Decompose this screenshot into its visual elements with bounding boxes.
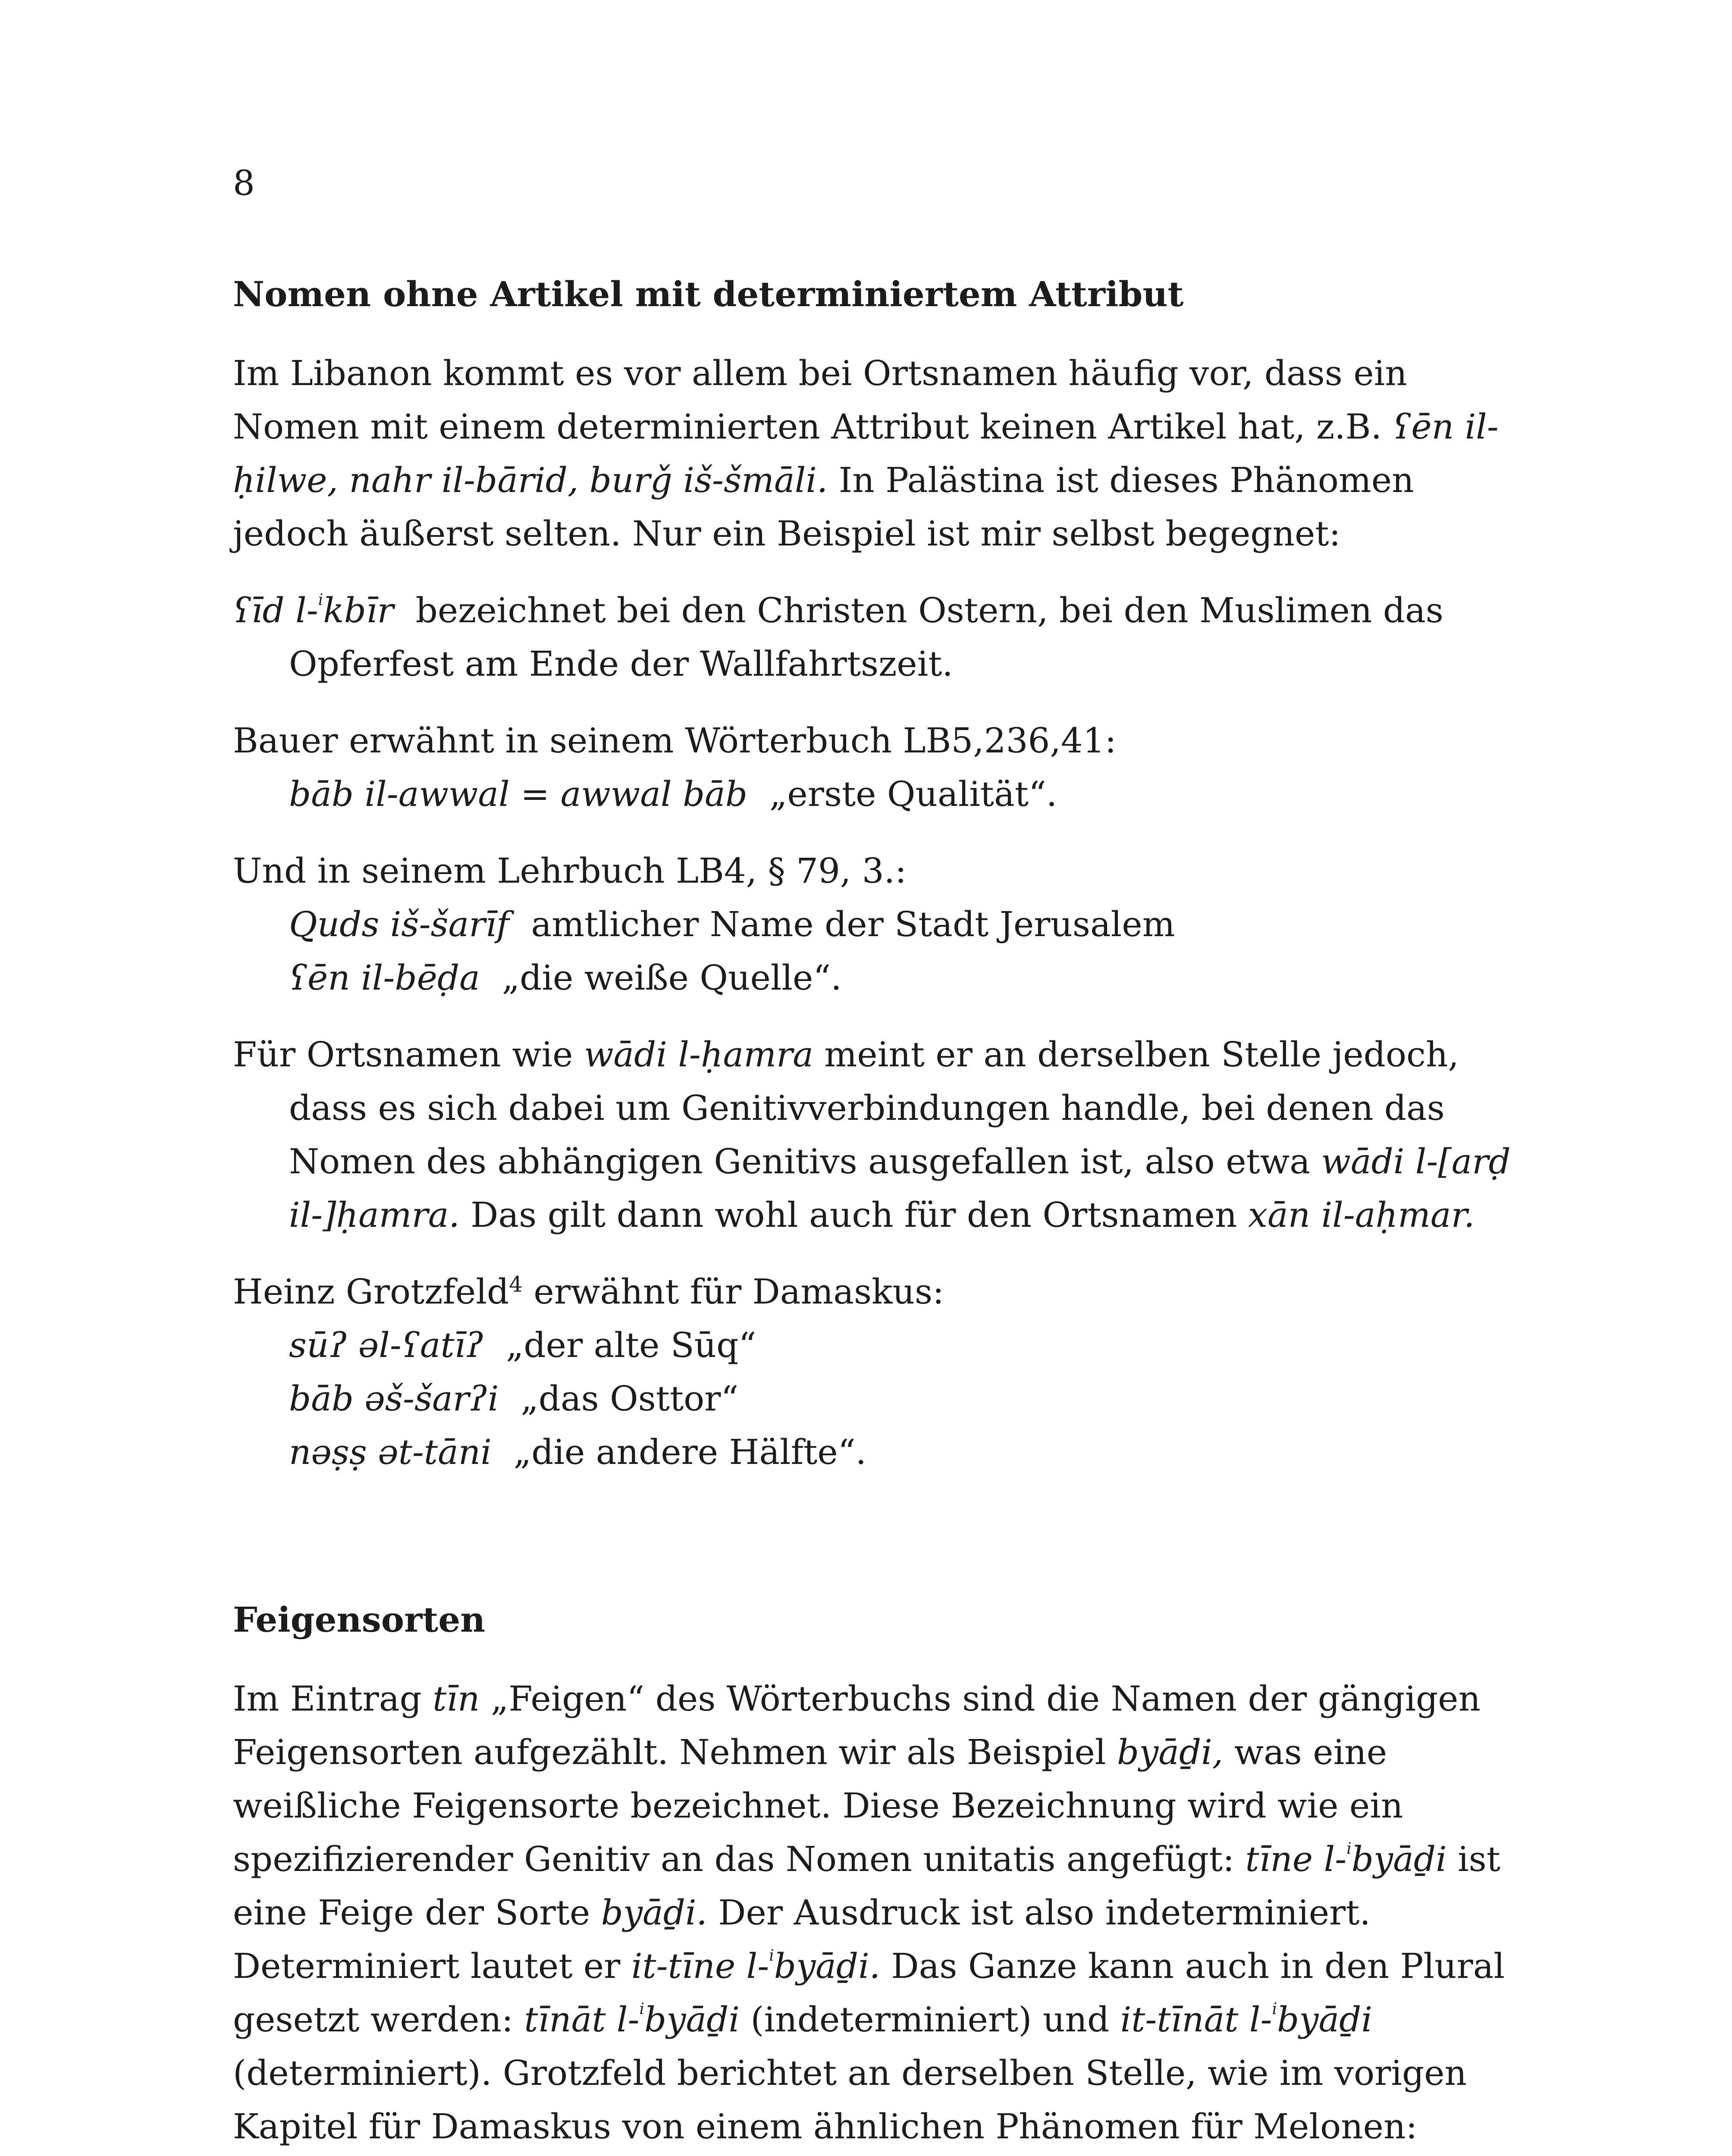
term-part: ʕīd l-	[233, 590, 318, 630]
definition-eid	[233, 584, 1527, 691]
arabic-term: nəṣṣ ət-tāni	[289, 1432, 492, 1472]
arabic-term: sūʔ əl-ʕatīʔ	[289, 1325, 484, 1365]
text-run: In Palästina ist dieses Phänomen jedoch äußerst selten. Nur ein Beispiel ist mir selbst begegnet:	[233, 460, 1414, 554]
term-part: it-tīne l-	[631, 1946, 769, 1986]
lehrbuch-block	[233, 844, 1527, 1005]
text-run: „Feigen“ des Wörterbuchs sind die Namen der gängigen Feigensorten aufgezählt. Nehmen wir als Beispiel	[233, 1679, 1481, 1772]
section-heading-feigensorten: Feigensorten	[233, 1599, 486, 1640]
term-part: kbīr	[323, 590, 394, 630]
example-line	[233, 951, 1527, 1005]
grotzfeld-intro	[233, 1265, 1527, 1319]
section-heading-nomen: Nomen ohne Artikel mit determiniertem Attribut	[233, 274, 1184, 314]
page-number: 8	[233, 163, 255, 203]
gloss: „erste Qualität“.	[747, 774, 1057, 814]
term-part: byāḏi	[1277, 1999, 1372, 2040]
text-run: Der Ausdruck ist also indeterminiert. Determiniert lautet er	[233, 1893, 1371, 1986]
term-part: tīne l-	[1245, 1839, 1347, 1879]
gloss: „der alte Sūq“	[484, 1325, 756, 1365]
epenthetic-vowel: i	[1346, 1840, 1352, 1858]
feigen-paragraph	[233, 1672, 1527, 2156]
bauer-block	[233, 714, 1527, 821]
arabic-term: byāḏi,	[1117, 1732, 1224, 1772]
text-run: ist eine Feige der Sorte	[233, 1839, 1500, 1933]
text-run: meint er an derselben Stelle jedoch, dass es sich dabei um Genitivverbindungen handle, bei denen das Nomen des abhängigen Genitivs ausgefallen ist, also etwa	[289, 1034, 1459, 1181]
text-run: Im Libanon kommt es vor allem bei Ortsnamen häufig vor, dass ein Nomen mit einem determinierten Attribut keinen Artikel hat, z.B.	[233, 353, 1407, 447]
text-run: Für Ortsnamen wie	[233, 1034, 584, 1075]
epenthetic-vowel: i	[639, 2000, 645, 2018]
gloss: „das Osttor“	[499, 1379, 739, 1419]
arabic-term: bāb il-awwal	[289, 774, 510, 814]
definition-text: bezeichnet bei den Christen Ostern, bei den Muslimen das Opferfest am Ende der Wallfahrtszeit.	[289, 590, 1455, 684]
arabic-term	[631, 1946, 880, 1986]
grotzfeld-block	[233, 1265, 1527, 1479]
text-run: Das gilt dann wohl auch für den Ortsnamen	[459, 1195, 1248, 1235]
text-run: was eine weißliche Feigensorte bezeichnet. Diese Bezeichnung wird wie ein spezifizierender Genitiv an das Nomen unitatis angefügt:	[233, 1732, 1403, 1879]
epenthetic-vowel: i	[318, 591, 323, 609]
text-run: erwähnt für Damaskus:	[522, 1272, 944, 1312]
section-spacer	[233, 1502, 1527, 1593]
term-part: byāḏi	[1351, 1839, 1447, 1879]
text-run: (determiniert). Grotzfeld berichtet an derselben Stelle, wie im vorigen Kapitel für Damaskus von einem ähnlichen Phänomen für Melonen:	[233, 2053, 1467, 2147]
arabic-term: bāb əš-šarʔi	[289, 1379, 499, 1419]
ortsnamen-paragraph	[233, 1028, 1527, 1242]
arabic-term: ʕēn il-ḥilwe, nahr il-bārid, burǧ iš-šmāli.	[233, 407, 1499, 500]
term-part: byāḏi	[644, 1999, 740, 2040]
arabic-term: byāḏi.	[601, 1893, 707, 1933]
author-name: Heinz Grotzfeld	[233, 1272, 509, 1312]
gloss: „die andere Hälfte“.	[491, 1432, 867, 1472]
text-run: (indeterminiert) und	[739, 1999, 1120, 2040]
term-part: it-tīnāt l-	[1120, 1999, 1272, 2040]
term-part: byāḏi.	[774, 1946, 881, 1986]
example-line	[233, 1426, 1527, 1479]
arabic-term: wādi l-ḥamra	[584, 1034, 813, 1075]
example-line	[233, 1319, 1527, 1372]
intro-paragraph	[233, 347, 1527, 561]
arabic-term	[233, 590, 394, 630]
text-run: Im Eintrag	[233, 1679, 433, 1719]
main-text	[233, 267, 1527, 2156]
gloss: amtlicher Name der Stadt Jerusalem	[509, 904, 1175, 944]
text-run: Das Ganze kann auch in den Plural gesetzt werden:	[233, 1946, 1505, 2040]
epenthetic-vowel: i	[769, 1947, 774, 1965]
arabic-term	[1120, 1999, 1372, 2040]
gloss: „die weiße Quelle“.	[480, 958, 842, 998]
arabic-term: xān il-aḥmar.	[1248, 1195, 1475, 1235]
arabic-term: ʕēn il-bēḍa	[289, 958, 480, 998]
bauer-intro: Bauer erwähnt in seinem Wörterbuch LB5,236,41:	[233, 721, 1117, 761]
arabic-term: Quds iš-šarīf	[289, 904, 509, 944]
arabic-term	[1246, 1839, 1447, 1879]
example-line	[233, 768, 1527, 821]
equals-sign: =	[509, 774, 561, 814]
arabic-term	[524, 1999, 740, 2040]
epenthetic-vowel: i	[1272, 2000, 1277, 2018]
example-line	[233, 898, 1527, 951]
footnote-reference[interactable]: 4	[509, 1272, 523, 1297]
arabic-term: wādi l-[arḍ il-]ḥamra.	[289, 1141, 1511, 1235]
arabic-term: tīn	[433, 1679, 480, 1719]
term-part: tīnāt l-	[524, 1999, 640, 2040]
example-line	[233, 1372, 1527, 1426]
lehrbuch-intro: Und in seinem Lehrbuch LB4, § 79, 3.:	[233, 851, 907, 891]
arabic-term: awwal bāb	[560, 774, 748, 814]
